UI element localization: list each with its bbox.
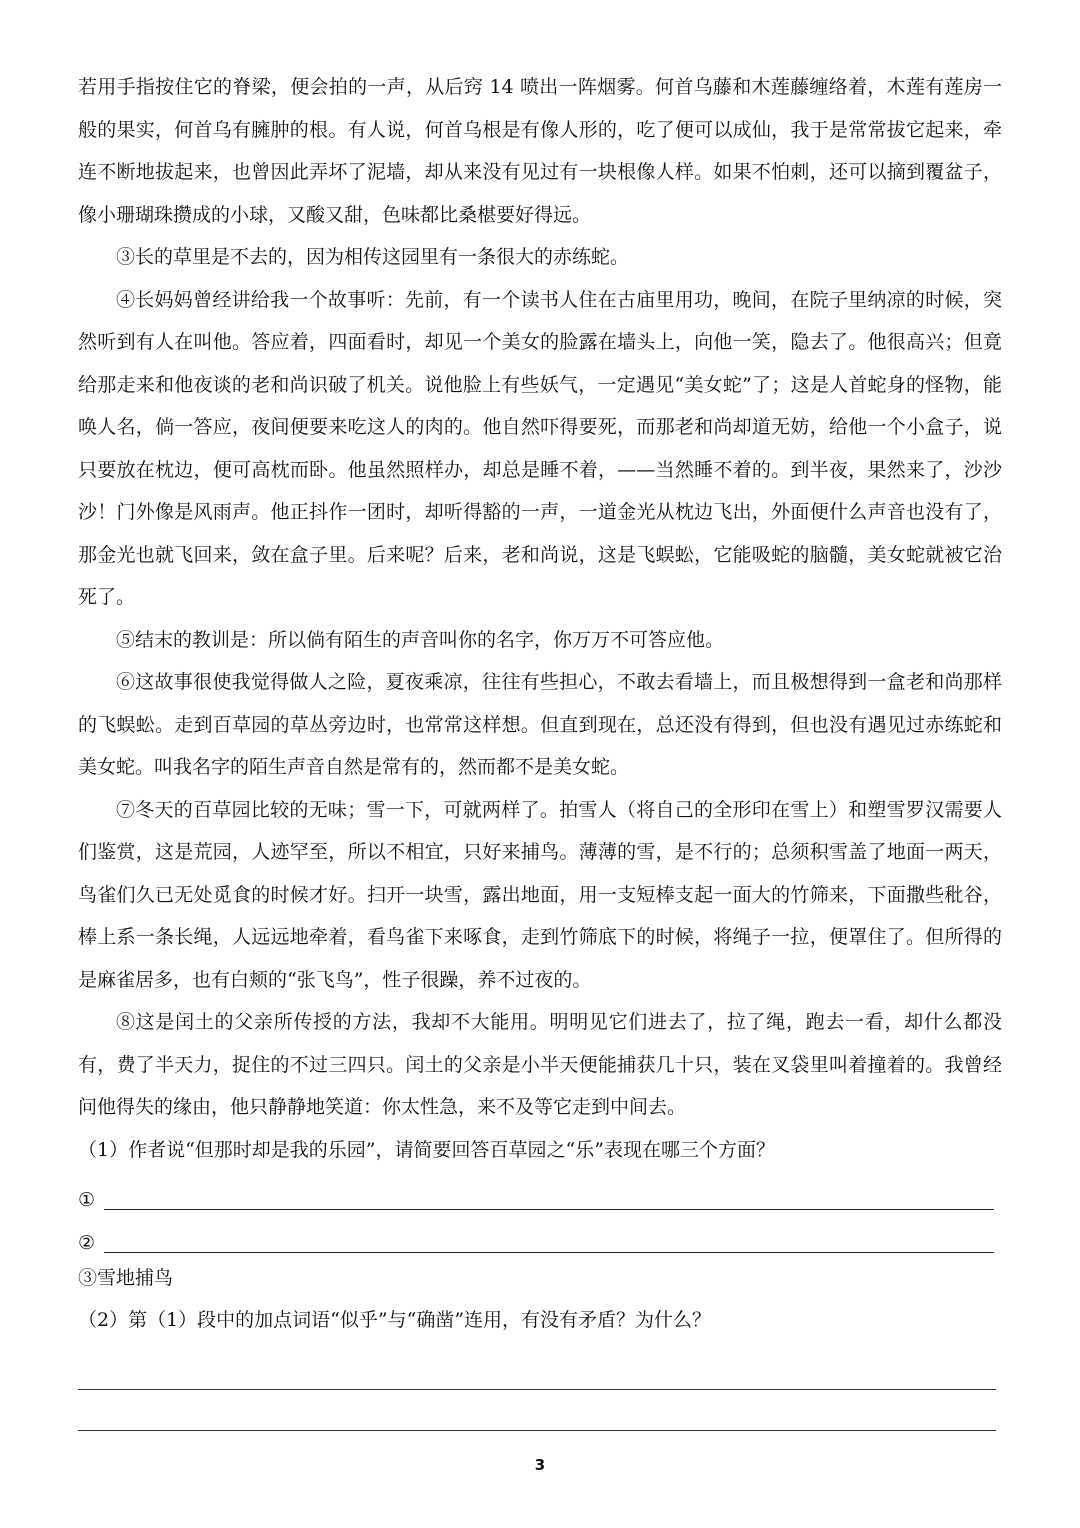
answer-blank-1[interactable]: [104, 1183, 994, 1210]
answer-line-1[interactable]: [78, 1171, 1002, 1214]
question-1: （1）作者说“但那时却是我的乐园”，请简要回答百草园之“乐”表现在哪三个方面？: [78, 1138, 775, 1161]
answer-blank-line-1[interactable]: [78, 1349, 996, 1390]
answer-3: ③雪地捕鸟: [78, 1266, 174, 1289]
answer-blank-2[interactable]: [104, 1226, 994, 1253]
passage-paragraph-6: ⑥这故事很使我觉得做人之险，夏夜乘凉，往往有些担心，不敢去看墙上，而且极想得到一盒老和尚那样的飞蜈蚣。走到百草园的草丛旁边时，也常常这样想。但直到现在，总还没有得到，但也没有遇见过赤练蛇和美女蛇。叫我名字的陌生声音自然是常有的，然而都不是美女蛇。: [78, 671, 1002, 778]
answer-number-2: ②: [78, 1231, 96, 1254]
question-2: （2）第（1）段中的加点词语“似乎”与“确凿”连用，有没有矛盾？为什么？: [78, 1308, 712, 1331]
passage-paragraph-3: ③长的草里是不去的，因为相传这园里有一条很大的赤练蛇。: [116, 246, 630, 268]
passage-paragraph-7: ⑦冬天的百草园比较的无味；雪一下，可就两样了。拍雪人（将自己的全形印在雪上）和塑雪罗汉需要人们鉴赏，这是荒园，人迹罕至，所以不相宜，只好来捕鸟。薄薄的雪，是不行的；总须积雪盖了地面一两天，鸟雀们久已无处觅食的时候才好。扫开一块雪，露出地面，用一支短棒支起一面大的竹筛来，下面撒些秕谷，棒上系一条长绳，人远远地牵着，看鸟雀下来啄食，走到竹筛底下的时候，将绳子一拉，便罩住了。但所得的是麻雀居多，也有白颊的“张飞鸟”，性子很躁，养不过夜的。: [78, 798, 1002, 991]
reading-passage: [78, 66, 1002, 1431]
answer-blank-line-2[interactable]: [78, 1390, 996, 1431]
passage-paragraph-4: ④长妈妈曾经讲给我一个故事听：先前，有一个读书人住在古庙里用功，晚间，在院子里纳凉的时候，突然听到有人在叫他。答应着，四面看时，却见一个美女的脸露在墙头上，向他一笑，隐去了。他很高兴；但竟给那走来和他夜谈的老和尚识破了机关。说他脸上有些妖气，一定遇见“美女蛇”了；这是人首蛇身的怪物，能唤人名，倘一答应，夜间便要来吃这人的肉的。他自然吓得要死，而那老和尚却道无妨，给他一个小盒子，说只要放在枕边，便可高枕而卧。他虽然照样办，却总是睡不着，——当然睡不着的。到半夜，果然来了，沙沙沙！门外像是风雨声。他正抖作一团时，却听得豁的一声，一道金光从枕边飞出，外面便什么声音也没有了，那金光也就飞回来，敛在盒子里。后来呢？后来，老和尚说，这是飞蜈蚣，它能吸蛇的脑髓，美女蛇就被它治死了。: [78, 288, 1002, 608]
answer-number-1: ①: [78, 1188, 96, 1211]
page-number: 3: [534, 1456, 546, 1474]
passage-paragraph-continued: 若用手指按住它的脊梁，便会拍的一声，从后窍 14 喷出一阵烟雾。何首乌藤和木莲藤缠络着，木莲有莲房一般的果实，何首乌有臃肿的根。有人说，何首乌根是有像人形的，吃了便可以成仙，我于是常常拔它起来，牵连不断地拔起来，也曾因此弄坏了泥墙，却从来没有见过有一块根像人样。如果不怕刺，还可以摘到覆盆子，像小珊瑚珠攒成的小球，又酸又甜，色味都比桑椹要好得远。: [78, 76, 1002, 226]
answer-line-2[interactable]: [78, 1214, 1002, 1257]
passage-paragraph-8: ⑧这是闰土的父亲所传授的方法，我却不大能用。明明见它们进去了，拉了绳，跑去一看，却什么都没有，费了半天力，捉住的不过三四只。闰土的父亲是小半天便能捕获几十只，装在叉袋里叫着撞着的。我曾经问他得失的缘由，他只静静地笑道：你太性急，来不及等它走到中间去。: [78, 1011, 1002, 1118]
passage-paragraph-5: ⑤结末的教训是：所以倘有陌生的声音叫你的名字，你万万不可答应他。: [116, 628, 725, 651]
answer-area-2: [78, 1349, 1002, 1431]
